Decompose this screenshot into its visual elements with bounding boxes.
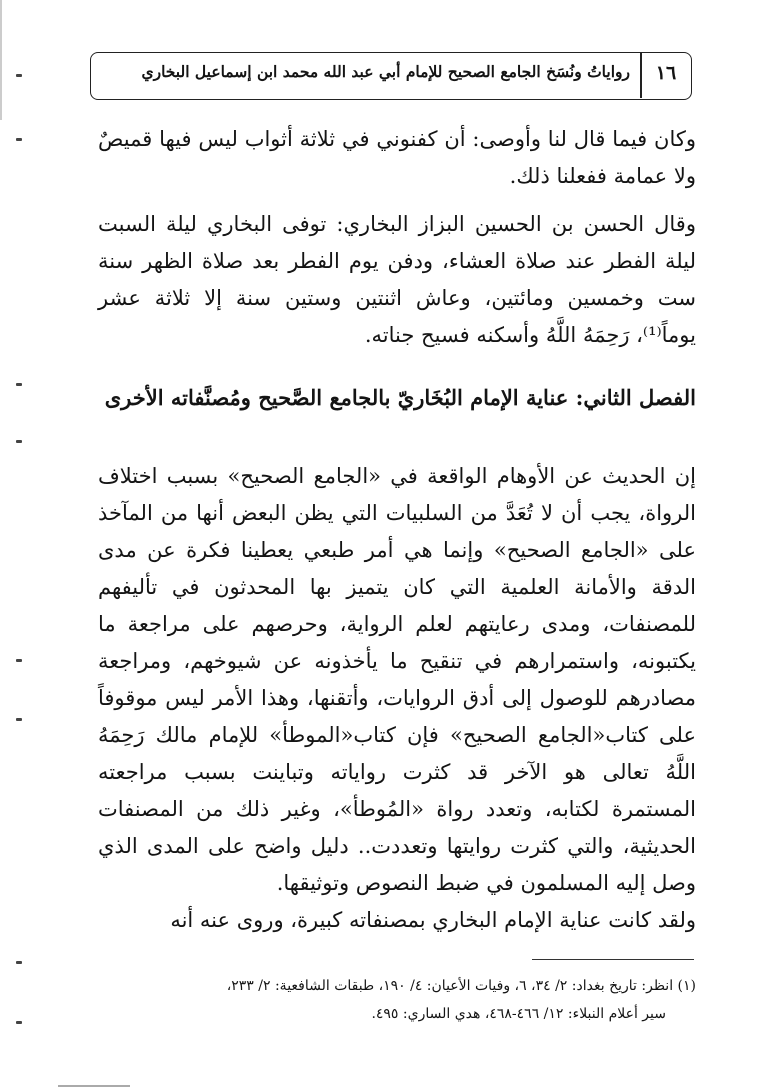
margin-mark [16,74,22,77]
margin-mark [16,138,22,141]
margin-mark [16,383,22,386]
footnote-separator [532,959,694,960]
margin-mark [16,961,22,964]
footnote: (١) انظر: تاريخ بغداد: ٢/ ٣٤، ٦، وفيات الأعيان: ٤/ ١٩٠، طبقات الشافعية: ٢/ ٢٣٣، [226,978,696,994]
page-bottom-mark [58,1085,130,1087]
paragraph: إن الحديث عن الأوهام الواقعة في «الجامع الصحيح» بسبب اختلاف الرواة، يجب أن لا تُعَدَّ من السلبيات التي يظن البعض أنها من المآخذ على «الجامع الصحيح» وإنما هي أمر طبعي يعطينا فكرة عن مدى الدقة والأمانة العلمية التي كان يتميز بها المحدثون في تأليفهم للمصنفات، ومدى رعايتهم لعلم الرواية، وحرصهم على مراجعة ما يكتبونه، واستمرارهم في تنقيح ما يأخذونه عن شيوخهم، ومراجعة مصادرهم للوصول إلى أدق الروايات، وأتقنها، وهذا الأمر ليس موقوفاً على كتاب«الجامع الصحيح» فإن كتاب«الموطأ» للإمام مالك رَحِمَهُ اللَّهُ تعالى هو الآخر قد كثرت رواياته وتباينت بسبب مراجعته المستمرة لكتابه، وتعدد رواة «المُوطأ»، وغير ذلك من المصنفات الحديثية، والتي كثرت روايتها وتعددت.. دليل واضح على المدى الذي وصل إليه المسلمون في ضبط النصوص وتوثيقها. [98,464,696,895]
paragraph: ولقد كانت عناية الإمام البخاري بمصنفاته كبيرة، وروى عنه أنه [170,908,696,932]
margin-mark [16,440,22,443]
page-number: ١٦ [655,62,677,84]
paragraph: وكان فيما قال لنا وأوصى: أن كفنوني في ثلاثة أثواب ليس فيها قميصٌ ولا عمامة ففعلنا ذلك. [98,127,696,188]
margin-mark [16,1021,22,1024]
paragraph: وقال الحسن بن الحسين البزاز البخاري: توفى البخاري ليلة السبت لیلة الفطر عند صلاة العشاء، ودفن يوم الفطر بعد صلاة الظهر سنة ست وخمسين ومائتين، وعاش اثنتين وستين سنة إلا ثلاثة عشر يوماً⁽¹⁾، رَحِمَهُ اللَّهُ وأسكنه فسيح جناته. [98,212,696,347]
margin-mark [16,718,22,721]
margin-mark [16,659,22,662]
chapter-heading: الفصل الثاني: عناية الإمام البُخَاريّ بالجامع الصَّحيح ومُصنَّفاته الأخرى [104,385,696,410]
running-title: رواياتُ ونُسَخ الجامع الصحيح للإمام أبي عبد الله محمد ابن إسماعيل البخاري [141,62,630,81]
footnotes [98,972,696,1028]
page-edge-shadow [0,0,2,120]
footnote-continuation: سير أعلام النبلاء: ١٢/ ٤٦٦-٤٦٨، هدي الساري: ٤٩٥. [371,1006,666,1022]
